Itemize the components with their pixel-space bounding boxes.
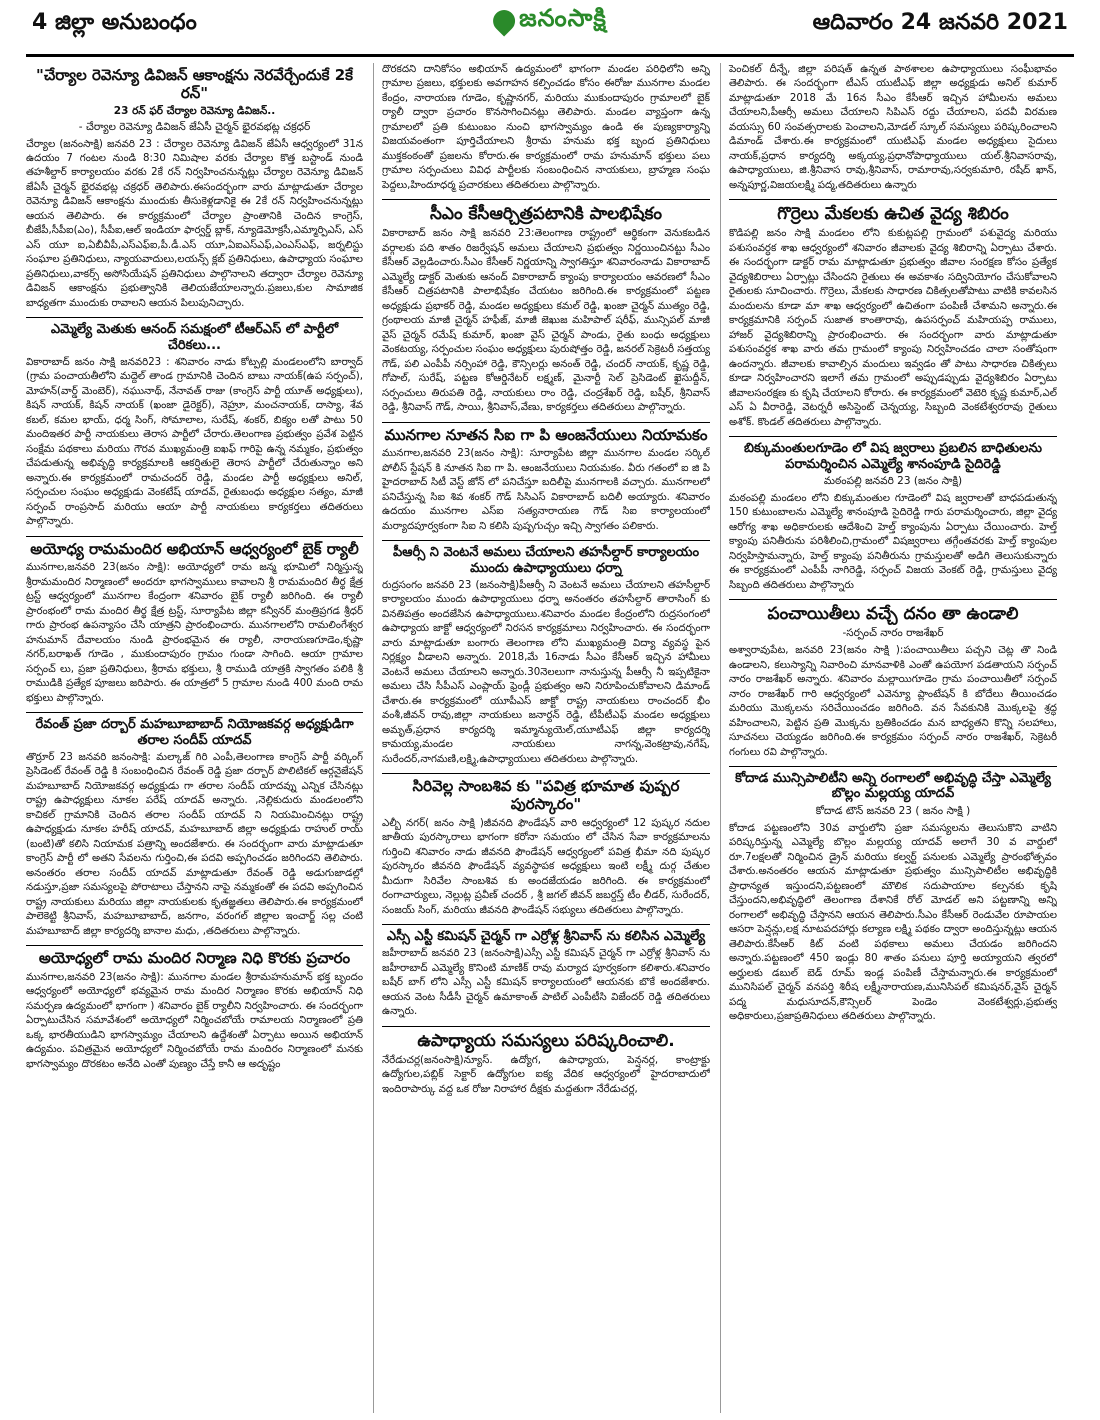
article-body: మునగాల,జనవరి 23(జనం సాక్షి): సూర్యాపేట జిల్లా మునగాల మండల సర్కిల్ పోలీస్ స్టేషన్ కి నూతన సిఐ గా పి. ఆంజనేయులు నియమకం. వీరు గతంలో ఐ జి పి హైదరాబాద్ సిటీ వెస్ట్ జోన్ లో పనిచేస్తూ బదిలీపై మునగాలకి వచ్చారు. మునగాలలో పనిచేస్తున్న సిఐ శివ శంకర్ గౌడ్ సిసిఎస్ వికారాబాద్ బదిలీ అయ్యారు. శనివారం ఉదయం మునగాల ఎస్ఐ సత్యనారాయణ గౌడ్ సిఐ కార్యాలయంలో మర్యాదపూర్వకంగా సిఐ ని కలిసి పుష్పగుచ్చం ఇచ్చి స్వాగతం పలికారు. bbox=[382, 448, 710, 532]
headline: గొర్రెలు మేకలకు ఉచిత వైద్య శిబిరం bbox=[777, 204, 1009, 225]
divider bbox=[382, 1026, 710, 1027]
logo-text: జనంసాక్షి bbox=[519, 4, 607, 32]
article bbox=[382, 204, 710, 415]
logo bbox=[493, 4, 607, 38]
article-body: జహీరాబాద్ జనవరి 23 (జనంసాక్షి)ఎస్సీ ఎస్టీ కమిషన్ చైర్మన్ గా ఎర్రోళ్ల శ్రీనివాస్ ను జహీరాబాద్ ఎమ్మెల్యే కొనింటి మాణిక్ రావు మర్యాద పూర్వకంగా కలిశారు.శనివారం బషీర్ బాగ్ లోని ఎస్సీ ఎస్టీ కమిషన్ కార్యాలయంలో ఆయనకు బొకే అందజేశారు. ఆయన వెంట సీడీసీ చైర్మన్ ఉమాకాంత్ పాటిల్ ఎంపీటీసి విజేందర్ రెడ్డి తదితరులు ఉన్నారు. bbox=[382, 948, 710, 1018]
divider bbox=[26, 712, 363, 713]
divider bbox=[382, 422, 710, 423]
article-body: వికారాబాద్ జనం సాక్షి జనవరి23 : శనివారం నాడు కోట్పల్లి మండలంలోని బార్వాద్ (గ్రామ పంచాయతీలోని మద్దెల్ తాండ గ్రామానికి చెందిన బాబు నాయక్(ఉప సర్పంచ్), మోహన్(వార్డ్ మెంబెర్), నఘునాథ్, నేనావత్ రాజు (కాంగ్రెస్ పార్టీ యూత్ అధ్యక్షులు), కిషన్ నాయక్, కిషన్ నాయక్ (ఖంజా డైరెక్టర్), నెహ్రూ, మంచనాయక్, దాస్యా, శేవ కబల్, కమల భాయ్, ధర్మ సింగ్, సోమాలాల, సురేష్, శంకర్, బిక్యం లతో పాటు 50 మందిఇతర పార్టీ నాయకులు తెరాస పార్టీలో చేరారు.తెలంగాణ ప్రభుత్వం ప్రవేశ పెట్టిన సంక్షేమ పథకాలు మరియు గౌరవ ముఖ్యమంత్రి ఐఖఫ్ గారిపై ఉన్న నమ్మకం, ప్రభుత్వం చేపడుతున్న అభివృద్ధి కార్యక్రమాలకి ఆకర్షితులై తెరాస పార్టీలో చేరుతున్నాం అని అన్నారు.ఈ కార్యక్రమంలో రామచందర్ రెడ్డి, మండల పార్టీ అధ్యక్షులు అనిల్, సర్పంచుల సంఘం అధ్యక్షుడు వెంకటేష్ యాదవ్, రైతుబంధు అధ్యక్షుల సత్యం, మాజీ సర్పంచ్ రాంప్రసాద్ మరియు ఆయా పార్టీ నాయకులు కార్యకర్తలు తదితరులు పాల్గొన్నారు. bbox=[26, 356, 363, 528]
byline: -సర్పంచ్ నారం రాజశేఖర్ bbox=[842, 627, 944, 640]
divider bbox=[26, 945, 363, 946]
divider bbox=[729, 199, 1057, 200]
article bbox=[729, 204, 1057, 430]
article-body: మఠంపల్లి మండలం లోని బిక్కుమంతుల గూడెంలో విష జ్వరాలతో బాధపడుతున్న 150 కుటుంబాలను ఎమ్మెల్యే శానంపూడి సైదిరెడ్డి గారు పరామర్శించారు, జిల్లా వైద్య ఆరోగ్య శాఖ అధికారులకు ఆదేశించి హెల్త్ క్యాంపును ఏర్పాటు చేయించారు. హెల్త్ క్యాంపు పనితీరును పరిశీలించి,గ్రామంలో విషజ్వరాలు తగ్గేంతవరకు హెల్త్ క్యాంపుల నిర్వహిస్తామన్నారు, హెల్త్ క్యాంపు పనితీరును గ్రామస్తులతో అడిగి తెలుసుకున్నారు ఈ కార్యక్రమంలో ఎంపీపీ నాగిరెడ్డి, సర్పంచ్ విజయ వెంకట్ రెడ్డి, గ్రామస్తులు వైద్య సిబ్బంది తదితరులు పాల్గొన్నారు bbox=[729, 492, 1057, 591]
article bbox=[26, 541, 363, 707]
column-1 bbox=[26, 63, 363, 1413]
article bbox=[382, 778, 710, 918]
article-body: కోదాడ పట్టణంలోని 30వ వార్డులోని ప్రజా సమస్యలను తెలుసుకొని వాటిని పరిష్కరిస్తున్న ఎమ్మెల్యే బొల్లం మల్లయ్య యాదవ్ అలాగే 30 వ వార్డులో రూ.7లక్షలతో నిర్మించిన డ్రైన్ మరియు కల్వర్ట్ పనులకు ఎమ్మెల్యే ప్రారంభోత్సవం చేశారు.అనంతరం ఆయన మాట్లాడుతూ ప్రభుత్వం మున్సిపాలిటీల అభివృద్ధికి ప్రాధాన్యత ఇస్తుందని,పట్టణంలో మౌలిక సదుపాయాల కల్పనకు కృషి చేస్తుందని,అభివృద్ధిలో తెలంగాణ దేశానికే రోల్ మోడల్ అని పట్టణాన్ని అన్ని రంగాలలో అభివృద్ధి చేస్తానని ఆయన తెలిపారు.సీఎం కేసీఆర్ రెండువేల రూపాయల ఆసరా పెన్షన్లు,లక్ష నూటపదహార్లు కల్యాణ లక్ష్మి పథకం ద్వారా అందిస్తున్నట్లు ఆయన తెలిపారు.కేసీఆర్ కిట్ వంటి పథకాలు అమలు చేయడం జరిగిందని అన్నారు.పట్టణంలో 450 ఇండ్లు 80 శాతం పనులు పూర్తి అయ్యాయని త్వరలో అర్హులకు డబుల్ బెడ్ రూమ్ ఇండ్ల పంపిణీ చేస్తామన్నారు.ఈ కార్యక్రమంలో మునిసిపల్ చైర్మన్ వనపర్తి శిరీష లక్ష్మీనారాయణ,మునిసిపల్ కమిషనర్,వైస్ చైర్మన్ పద్మ మధుసూదన్,కౌన్సిలర్ పెండెం వెంకటేశ్వర్లు,ప్రభుత్వ అధికారులు,ప్రజాప్రతినిధులు తదితరులు పాల్గొన్నారు. bbox=[729, 822, 1057, 1023]
article bbox=[26, 950, 363, 1072]
column-3 bbox=[720, 63, 1057, 1413]
article-body: నేరేడుచర్ల(జనంసాక్షి)న్యూస్. ఉద్యోగ, ఉపాధ్యాయ, పెన్షనర్ల, కాంట్రాక్టు ఉద్యోగుల,పబ్లిక్ సెక్టార్ ఉద్యోగుల ఐక్య వేదిక ఆధ్వర్యంలో హైదరాబాదులో ఇందిరాపార్కు వద్ద ఒక రోజు నిరాహార దీక్షకు మద్దతుగా నేరేడుచర్ల, bbox=[382, 1054, 710, 1095]
article bbox=[26, 322, 363, 529]
divider bbox=[729, 599, 1057, 600]
article-body: అశ్వారావుపేట, జనవరి 23(జనం సాక్షి ):పంచాయితీలు పచ్చని చెట్ల తొ నిండి ఉండాలని, కలుస్యాన్ని నివారించి మానవాళికి ఎంతో ఉపయోగ పడతాయని సర్పంచ్ నారం రాజశేఖర్ అన్నారు. శనివారం మల్లాయిగూడెం గ్రామ పంచాయితీలో సర్పంచ్ నారం రాజశేఖర్ గారి ఆధ్వర్యంలో ఎవెన్యూ ప్లాంటేషన్ కి బోదేలు తీయించడం మరియు మొక్కలను సరిచేయించడం జరిగింది. వన సేవకునికి మొక్కలపై శ్రద్ధ వహించాలని, పెట్టిన ప్రతి మొక్కను బ్రతికించడం మన బాధ్యతని కొన్ని సలహాలు, సూచనలు చెయ్యడం జరిగింది.ఈ కార్యక్రమం సర్పంచ్ నారం రాజశేఖర్, సెక్రెటరీ గంగులు రవి పాల్గొన్నారు. bbox=[729, 645, 1057, 758]
headline: రేవంత్ ప్రజా దర్బార్ మహబూబాబాద్ నియోజకవర్గ అధ్యక్షుడిగా తరాల సందీప్ యాదవ్ bbox=[35, 717, 354, 748]
columns bbox=[26, 63, 1074, 1413]
byline: - చేర్యాల రెవెన్యూ డివిజన్ జేఏసీ చైర్మన్ భైరవభట్ల చక్రధర్ bbox=[78, 120, 311, 133]
article-body: మునగాల,జనవరి 23(జనం సాక్షి): అయోధ్యలో రామ జన్మ భూమిలో నిర్మిస్తున్న శ్రీరామమందిర నిర్మాణంలో అందరూ భాగస్వాములు కావాలని శ్రీ రామమందిర తీర్థ క్షేత్ర ట్రస్ట్ ఆధ్వర్యంలో మునగాల కేంద్రంగా శనివారం బైక్ ర్యాలీ జరిగింది. ఈ ర్యాలీ ప్రారంభంలో రామ మందిర తీర్థ క్షేత్ర ట్రస్ట్, సూర్యాపేట జిల్లా కన్వీనర్ మంత్రిప్రగడ శ్రీధర్ గారు ప్రారంభ ఉపన్యాసం చేసి యాత్రని ప్రారంభించారు. మునగాలలోని రామలింగేశ్వర హనుమాన్ దేవాలయం నుండి ప్రారంభమైన ఈ ర్యాలీ, నారాయణగూడెం,కృష్ణా నగర్,బరాఖత్ గూడెం , ముకుందాపురం గ్రామం గుండా సాగింది. ఆయా గ్రామాల సర్పంచ్ లు, ప్రజా ప్రతినిధులు, శ్రీరామ భక్తులు, శ్రీ రాముడి యాత్రకి స్వాగతం పలికి శ్రీ రాముడికి ప్రత్యేక పూజలు జరిపారు. ఈ యాత్రలో 5 గ్రామాల నుండి 400 మంది రామ భక్తులు పాల్గొన్నారు. bbox=[26, 562, 363, 704]
article bbox=[729, 604, 1057, 760]
article bbox=[26, 717, 363, 939]
article-body: చేర్యాల (జనంసాక్షి) జనవరి 23 : చేర్యాల రెవెన్యూ డివిజన్ జేఏసీ ఆధ్వర్యంలో 31న ఉదయం 7 గంటల నుండి 8:30 నిమిషాల వరకు చేర్యాల కొత్త బస్టాండ్ నుండి తహశీల్దార్ కార్యాలయం వరకు 2కే రన్ నిర్వహించనున్నట్లు చేర్యాల రెవెన్యూ డివిజన్ జేఏసీ చైర్మన్ భైరవభట్ల చక్రధర్ తెలిపారు.ఈసందర్భంగా వారు మాట్లాడుతూ చేర్యాల రెవెన్యూ డివిజన్ ఆకాంక్షను ముందుకు తీసుకెళ్లడానికై ఈ 2కే రన్ నిర్వహించనున్నట్లు ఆయన తెలిపారు. ఈ కార్యక్రమంలో చేర్యాల ప్రాంతానికి చెందిన కాంగ్రెస్, బీజేపీ,సీపీఐ(ఎం), సీపీఐ,ఆల్ ఇండియా ఫార్వర్డ్ బ్లాక్, న్యూడెమోక్రసీ,ఎమ్మార్పిఎస్, ఎస్ ఎస్ యూ ఐ,ఏబీవీపీ,ఎస్ఎఫ్ఐ,పీ.డీ.ఎస్ యూ,ఏఐఎస్ఎఫ్,ఎంఎస్ఎఫ్, జర్నలిస్టు సంఘాల ప్రతినిధులు, న్యాయవాదులు,లయన్స్ క్లబ్ ప్రతినిధులు, ఉపాధ్యాయ సంఘాల ప్రతినిధులు,వాకర్స్ అసోసియేషన్ ప్రతినిధులు పాల్గొనాలని తద్వారా చేర్యాల రెవెన్యూ డివిజన్ ఆకాంక్షను ప్రభుత్వానికి తెలియజేయాలన్నారు.ప్రజలు,కుల సామాజిక బాధ్యతగా ముందుకు రావాలని ఆయన పిలుపునిచ్చారు. bbox=[26, 138, 363, 309]
headline: పీఆర్సీ ని వెంటనే అమలు చేయాలని తహసీల్దార్ కార్యాలయం ముందు ఉపాధ్యాయులు ధర్నా bbox=[392, 545, 700, 576]
article-body: పెంచికల్ దీన్నే, జిల్లా పరిషత్ ఉన్నత పాఠశాలల ఉపాధ్యాయులు సంఘీభావం తెలిపారు. ఈ సందర్భంగా టీఎస్ యుటీఎఫ్ జిల్లా అధ్యక్షుడు అనిల్ కుమార్ మాట్లాడుతూ 2018 మే 16న సీఎం కేసీఆర్ ఇచ్చిన హామీలను అమలు చేయాలని,పీఆర్సీ అమలు చేయాలని సిపిఎస్ రద్దు చేయాలని, పదవీ విరమణ వయస్సు 60 సంవత్సరాలకు పెంచాలని,మోడల్ స్కూల్ సమస్యలు పరిష్కరించాలని డిమాండ్ చేశారు.ఈ కార్యక్రమంలో యుటిఎఫ్ మండల అధ్యక్షులు సైదులు నాయక్,ప్రధాన కార్యదర్శి అక్కయ్య,ప్రధానోపాధ్యాయులు యల్.శ్రీనివాసరావు, ఉపాధ్యాయులు, జి.శ్రీనివాస రావు,శ్రీనివాస్, రామారావు,సర్వకుమారి, రషీద్ ఖాన్, అన్నపూర్ణ,విజయలక్ష్మి పద్మ,తదితరులు ఉన్నారు bbox=[729, 64, 1057, 191]
divider bbox=[382, 199, 710, 200]
article bbox=[729, 63, 1057, 193]
article-body: దొరకదని దానికోసం అభియాన్ ఉద్యమంలో భాగంగా మండల పరిధిలోని అన్ని గ్రామాల ప్రజలు, భక్తులకు అవగాహన కల్పించడం కోసం ఈరోజు మునగాల మండల కేంద్రం, నారాయణ గూడెం, కృష్ణానగర్, మరియు ముకుందాపురం గ్రామాలలో బైక్ ర్యాలీ ద్వారా ప్రచారం కొనసాగించినట్లు తెలిపారు. మండల వ్యాప్తంగా ఉన్న గ్రామాలలో ప్రతి కుటుంబం నుంచి భాగస్వామ్యం ఉండి ఈ పుణ్యకార్యాన్ని విజయవంతంగా పూర్తిచేయాలని శ్రీరామ హనుమ భక్త బృంద ప్రతినిధులు ముక్తకంఠంతో ప్రజలను కోరారు.ఈ కార్యక్రమంలో రామ హనుమాన్ భక్తులు పలు గ్రామాల సర్పంచులు వివిధ పార్టీలకు సంబంధించిన నాయకులు, బ్రాహ్మణ సంఘ పెద్దలు,హిందూధర్మ ప్రచారకులు తదితరులు పాల్గొన్నారు. bbox=[382, 64, 710, 191]
divider bbox=[382, 540, 710, 541]
headline: ఎమ్మెల్యే మెతుకు ఆనంద్ సమక్షంలో టీఆర్ఎస్ లో పార్టీలో చేరికలు... bbox=[50, 322, 339, 353]
headline: కోదాడ మున్సిపాలిటీని అన్ని రంగాలలో అభివృద్ధి చేస్తా ఎమ్మెల్యే బొల్లం మల్లయ్య యాదవ్ bbox=[735, 771, 1051, 802]
page-label: 4 జిల్లా అనుబంధం bbox=[32, 10, 197, 35]
divider bbox=[382, 924, 710, 925]
divider bbox=[26, 536, 363, 537]
column-2 bbox=[373, 63, 710, 1413]
headline: సిరివెల్ల సాంబశివ కు "పవిత్ర భూమాత పుష్పర పురస్కారం" bbox=[412, 777, 680, 813]
byline: కోదాడ టౌన్ జనవరి 23 ( జనం సాక్షి ) bbox=[815, 804, 971, 817]
issue-date: ఆదివారం 24 జనవరి 2021 bbox=[812, 10, 1068, 35]
article-body: కొడిపల్లి జనం సాక్షి మండలం లోని కుకుట్లపల్లి గ్రామంలో పశువైద్య మరియు పశుసంవర్ధక శాఖ ఆధ్వర్యంలో శనివారం జీవాలకు వైద్య శిబిరాన్ని ఏర్పాటు చేశారు. ఈ సందర్భంగా డాక్టర్ రామ మాట్లాడుతూ ప్రభుత్వం జీవాల సంరక్షణ కోసం ప్రత్యేక వైద్యశిబిరాలు ఏర్పాట్లు చేసిందని రైతులు ఈ అవకాశం సద్వినియోగం చేసుకోవాలని రైతులకు సూచించారు. గొర్రెలు, మేకలకు సాధారణ చికిత్సలతోపాటు వాటికి కావలసిన మందులను కూడా మా శాఖ ఆధ్వర్యంలో ఉచితంగా పంపిణీ చేశామని అన్నారు.ఈ కార్యక్రమానికి సర్పంచ్ సుజాత కాంతారావు, ఉపసర్పంచ్ మహియప్ప రాములు, హాజర్ వైద్యశిబిరాన్ని ప్రారంభించారు. ఈ సందర్భంగా వారు మాట్లాడుతూ పశుసంవర్ధక శాఖ వారు తమ గ్రామంలో క్యాంపు నిర్వహించడం చాలా సంతోషంగా ఉందన్నారు. జీవాలకు కావాల్సిన మందులు ఇవ్వడం తో పాటు సాధారణ చికిత్సలు కూడా నిర్వహించారని ఇలాగే తమ గ్రామంలో అప్పుడప్పుడు వైద్యశిబిరం ఏర్పాటు జీవాలసంరక్షణ కు కృషి చేయాలని కోరారు. ఈ కార్యక్రమంలో వెటెరి కృష్ణ కుమార్,ఎల్ ఎస్ ఏ వీరారెడ్డి, వెటర్నరీ అసిస్టెంట్ చెన్నయ్య, సిబ్బంది వెంకటేశ్వరరావు రైతులు అశోక్. కొండల్ తదితరులు పాల్గొన్నారు. bbox=[729, 228, 1057, 428]
headline: సీఎం కేసీఆర్చిత్రపటానికి పాలభిషేకం bbox=[430, 204, 662, 225]
headline: ఎస్సీ ఎస్టీ కమిషన్ చైర్మన్ గా ఎర్రోళ్ల శ్రీనివాస్ ను కలిసిన ఎమ్మెల్యే bbox=[386, 929, 706, 945]
divider bbox=[729, 436, 1057, 437]
article-body: రుద్రసంగం జనవరి 23 (జనంసాక్షి)పీఆర్సీ ని వెంటనే అమలు చేయాలని తహసీల్దార్ కార్యాలయం ముందు ఉపాధ్యాయులు ధర్నా అనంతరం తహసీల్దార్ తారాసింగ్ కు వినతిపత్రం అందజేసిన ఉపాధ్యాయులు.శనివారం మండల కేంద్రంలోని రుద్రసంగంలో ఉపాధ్యాయ జాక్టో ఆధ్వర్యంలో నిరసన కార్యక్రమాలు నిర్వహించారు. ఈ సందర్భంగా వారు మాట్లాడుతూ బంగారు తెలంగాణ లోని ముఖ్యమంత్రి విద్యా వ్యవస్థ పైన నిర్లక్ష్యం వీడాలని అన్నారు. 2018,మే 16నాడు సీఎం కేసీఆర్ ఇచ్చిన హామీలు వెంటనే అమలు చేయాలని అన్నారు.30నెలలుగా నానుస్తున్న పీఆర్సీ నీ ఇప్పటికైనా అమలు చేసి సీపీఎస్ ఎంప్లాయ్ ఫ్రెండ్లీ ప్రభుత్వం అని నిరూపించుకోవాలని డిమాండ్ చేశారు.ఈ కార్యక్రమంలో యూపీఎస్ జాక్టో రాష్ట్ర నాయకులు రాంచందర్ భీం వంశీ,జీవన్ రావు,జిల్లా నాయకులు జనార్దన్ రెడ్డి, టీపీటీఎఫ్ మండల అధ్యక్షులు అమృత్,ప్రధాన కార్యదర్శి ఇమ్మాన్యుయెల్,యూటీఎఫ్ జిల్లా కార్యదర్శి కామయ్య,మండల నాయకులు నాగన్న,వెంకట్రావు,నగేష్, సురేందర్,నాగమణి,లక్ష్మి,ఉపాధ్యాయులు తదితరులు పాల్గొన్నారు. bbox=[382, 579, 710, 765]
article bbox=[729, 441, 1057, 593]
article bbox=[382, 63, 710, 193]
article bbox=[382, 545, 710, 767]
byline: మఠంపల్లి జనవరి 23 (జనం సాక్షి) bbox=[823, 474, 963, 487]
subheadline: 23 రన్ ఫర్ చేర్యాల రెవెన్యూ డివిజన్.. bbox=[113, 105, 276, 118]
headline: అయోధ్య రామమందిర అభియాన్ ఆధ్వర్యంలో బైక్ ర్యాలీ bbox=[30, 539, 359, 558]
article bbox=[729, 771, 1057, 1024]
article-body: మునగాల,జనవరి 23(జనం సాక్షి): మునగాల మండల శ్రీరామహనుమాన్ భక్త బృందం ఆధ్వర్యంలో అయోధ్యలో భవ్యమైన రామ మందిర నిర్మాణం కొరకు అభియాన్ నిధి సమర్పణ ఉద్యమంలో భాగంగా ) శనివారం బైక్ ర్యాలీని నిర్వహించారు. ఈ సందర్భంగా ఏర్పాటుచేసిన సమావేశంలో అయోధ్యలో నిర్మించబోయే రామాలయ నిర్మాణంలో ప్రతి ఒక్క భారతీయుడిని భాగస్వామ్యం చేయాలని ఉద్దేశంతో ఏర్పాటు అయిన అభియాన్ ఉద్యమం. పవిత్రమైన అయోధ్యలో నిర్మించబోయే రామ మందిరం నిర్మాణంలో మనకు భాగస్వామ్యం దొరకటం అనేది ఎంతో పుణ్యం చేస్తే కానీ ఆ అదృష్టం bbox=[26, 971, 363, 1070]
article bbox=[382, 1031, 710, 1098]
headline: బిక్కుమంతులగూడెం లో విష జ్వరాలు ప్రబలిన బాధితులను పరామర్శించిన ఎమ్మెల్యే శానంపూడి సైదిరెడ్డి bbox=[744, 441, 1042, 472]
article bbox=[382, 427, 710, 535]
headline: అయోధ్యలో రామ మందిర నిర్మాణ నిధి కొరకు ప్రచారం bbox=[38, 949, 351, 968]
article-body: తొర్రూర్ 23 జనవరి జనంసాక్షి: మల్కాజ్ గిరి ఎంపీ,తెలంగాణ కాంగ్రెస్ పార్టీ వర్కింగ్ ప్రెసిడెంట్ రేవంత్ రెడ్డి కి సంబంధించిన రేవంత్ రెడ్డి ప్రజా దర్బార్ పొలిటికల్ ఆర్గనైజేషన్ మహబూబాద్ నియోజకవర్గ అధ్యక్షుడు గా తరాల సందీప్ యాదవ్ను ఎన్నిక చేసినట్లు రాష్ట్ర ఉపాధ్యక్షులు నూకల పరేష్ యాదవ్ అన్నారు. ,నెల్లికుదురు మండలంలోని కాచికల్ గ్రామానికి చెందిన తరాల సందీప్ యాదవ్ ని నియమించినట్లు రాష్ట్ర ఉపాధ్యక్షుడు నూకల హరీష్ యాదవ్, మహబూబాద్ జిల్లా అధ్యక్షుడు రాహుల్ రాయ్ (బంటి)తో కలిసి నియామక పత్రాన్ని అందజేశారు. ఈ సందర్భంగా వారు మాట్లాడుతూ కాంగ్రెస్ పార్టీ లో అతని సేవలను గుర్తించి,ఈ పదవి అప్పగించడం జరిగిందని తెలిపారు. అనంతరం తరాల సందీప్ యాదవ్ మాట్లాడుతూ రేవంత్ రెడ్డి అడుగుజాడల్లో నడుస్తూ,ప్రజా సమస్యలపై పోరాటాలు చేస్తానని నాపై నమ్మకంతో ఈ పదవి అప్పగించిన రాష్ట్ర నాయకులు మరియు జిల్లా నాయకులకు కృతజ్ఞతలు తెలిపారు.ఈ కార్యక్రమంలో పాలెకెట్టి శ్రీనివాస్, మహబూబాబాద్, జనగాం, వరంగల్ జిల్లాల ఇంచార్జ్ సల్ల చంటి మహబూబాద్ జిల్లా కార్యదర్శి బానాల మధు, ,తదితరులు పాల్గొన్నారు. bbox=[26, 751, 363, 937]
leaf-icon bbox=[489, 5, 520, 36]
headline: పంచాయితీలు వచ్చే దనం తా ఉండాలి bbox=[767, 604, 1019, 625]
article-body: వికారాబాద్ జనం సాక్షి జనవరి 23:తెలంగాణ రాష్ట్రంలో ఆర్థికంగా వెనుకబడిన వర్గాలకు పది శాతం రిజర్వేషన్ అమలు చేయాలని ప్రభుత్వం నిర్ణయించినట్టు సీఎం కేసీఆర్ వెల్లడించారు.సీఎం కేసీఆర్ నిర్ణయాన్ని స్వాగతిస్తూ శనివారంనాడు వికారాబాద్ ఎమ్మెల్యే డాక్టర్ మెతుకు ఆనంద్ వికారాబాద్ క్యాంపు కార్యాలయం ఆవరణలో సీఎం కేసీఆర్ చిత్రపటానికి పాలాభిషేకం చేయటం జరిగింది.ఈ కార్యక్రమంలో పట్టణ అధ్యక్షుడు ప్రభాకర్ రెడ్డి, మండల అధ్యక్షులు కమల్ రెడ్డి, ఖంజా చైర్మన్ ముత్యం రెడ్డి, గ్రంథాలయ మాజీ చైర్మన్ హఫీజ్, మాజీ జెఖుజ మహిపాల్ షరీఫ్, మున్సిపల్ మాజీ వైస్ చైర్మన్ రమేష్ కుమార్, ఖంజా వైస్ చైర్మన్ పాండు, రైతు బంధు అధ్యక్షులు వెంకటయ్య, సర్పంచుల సంఘం అధ్యక్షులు పురుషోత్తం రెడ్డి, జనరల్ సెక్రెటరీ సత్తయ్య గౌడ్, పలి ఎంపీపీ నర్సింహా రెడ్డి, కౌన్సిలర్లు అనంత్ రెడ్డి, చందర్ నాయక్, కృష్ణ రెడ్డి, గోపాల్, సురేష్, పట్టణ కోఆర్డినేటర్ లక్ష్మణ్, మైనార్టీ సెల్ ప్రెసిడెంట్ ఖైసుద్దీన్, సర్పంచులు తిరుపతి రెడ్డి, నాయకులు రాం రెడ్డి, చంద్రశేఖర్ రెడ్డి, బషీర్, శ్రీనివాస్ రెడ్డి, శ్రీనివాస్ గౌడ్, సాయి, శ్రీనివాస్,వేణు, కార్యకర్తలు తదితరులు పాల్గొన్నారు. bbox=[382, 228, 710, 414]
divider bbox=[729, 766, 1057, 767]
headline: "చేర్యాల రెవెన్యూ డివిజన్ ఆకాంక్షను నెరవేర్చేందుకే 2కే రన్" bbox=[36, 66, 353, 102]
masthead bbox=[26, 0, 1074, 57]
headline: మునగాల నూతన సిఐ గా పి ఆంజనేయులు నియామకం bbox=[384, 425, 708, 444]
article bbox=[26, 67, 363, 311]
divider bbox=[26, 317, 363, 318]
article bbox=[382, 929, 710, 1020]
divider bbox=[382, 773, 710, 774]
article-body: ఎల్బీ నగర్( జనం సాక్షి )జీవనది ఫౌండేషన్ వారి ఆధ్వర్యంలో 12 పుష్కర నదుల జాతీయ పురస్కారాలు భాగంగా కరోనా సమయం లో చేసిన సేవా కార్యక్రమాలను గుర్తించి శనివారం నాడు జీవనది ఫౌండేషన్ ఆధ్వర్యంలో పవిత్ర భీమా నది పుష్కర పురస్కారం జీవనది ఫౌండేషన్ వ్యవస్థాపక అధ్యక్షులు ఇంటి లక్ష్మీ దుర్గ చేతుల మీదుగా సిరివేల సాంబశివ కు అందజేయడం జరిగింది. ఈ కార్యక్రమంలో రంగాచార్యులు, నెల్లుట్ల ప్రవీణ్ చందర్ , శ్రీ జగల్ జీవన్ జబర్దస్త్ టీం లీడర్, సురేందర్, సంజయ్ సింగ్, మరియు జీవనది ఫౌండేషన్ సభ్యులు తదితరులు పాల్గొన్నారు. bbox=[382, 817, 710, 916]
headline: ఉపాధ్యాయ సమస్యలు పరిష్కరించాలి. bbox=[417, 1030, 675, 1051]
